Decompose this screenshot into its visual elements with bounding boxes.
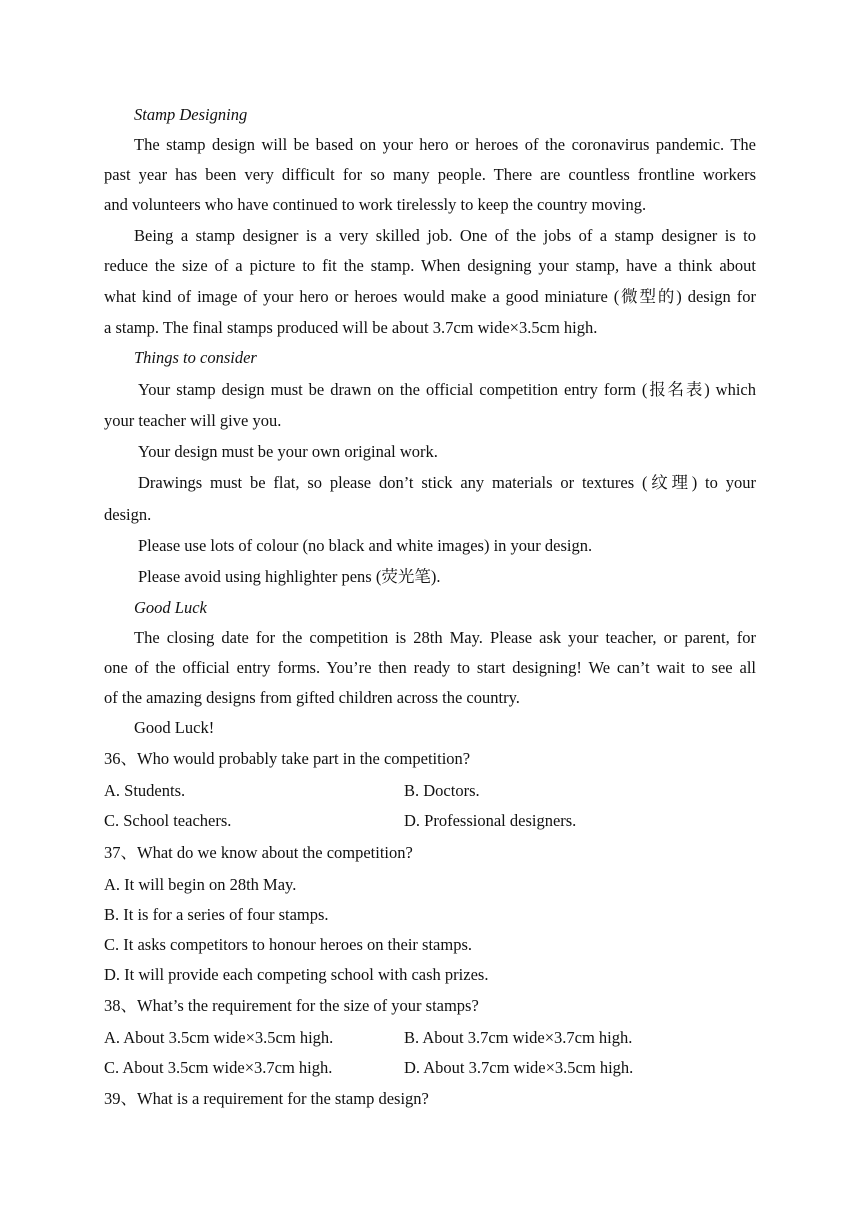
question-stem: 39、What is a requirement for the stamp design? bbox=[104, 1089, 429, 1108]
rule-line: Drawings must be flat, so please don’t stick any materials or textures (纹理) to your bbox=[138, 473, 756, 492]
option-c[interactable]: C. School teachers. bbox=[104, 811, 232, 830]
paragraph-line: past year has been very difficult for so many people. There are countless frontline workers bbox=[104, 165, 756, 184]
sign-off: Good Luck! bbox=[134, 718, 215, 737]
section-heading-things-to-consider: Things to consider bbox=[134, 348, 257, 367]
option-a[interactable]: A. It will begin on 28th May. bbox=[104, 875, 297, 894]
option-d[interactable]: D. Professional designers. bbox=[404, 811, 577, 830]
section-heading-good-luck: Good Luck bbox=[134, 598, 207, 617]
paragraph-line: of the amazing designs from gifted children across the country. bbox=[104, 688, 520, 707]
question-stem: 36、Who would probably take part in the competition? bbox=[104, 749, 471, 768]
option-c[interactable]: C. About 3.5cm wide×3.7cm high. bbox=[104, 1058, 333, 1077]
paragraph-line: reduce the size of a picture to fit the stamp. When designing your stamp, have a think about bbox=[104, 256, 756, 275]
paragraph-line: one of the official entry forms. You’re then ready to start designing! We can’t wait to see all bbox=[104, 658, 756, 677]
rule-line: design. bbox=[104, 505, 152, 524]
option-d[interactable]: D. It will provide each competing school with cash prizes. bbox=[104, 965, 489, 984]
option-b[interactable]: B. About 3.7cm wide×3.7cm high. bbox=[404, 1028, 633, 1047]
section-heading-stamp-designing: Stamp Designing bbox=[134, 105, 248, 124]
question-stem: 38、What’s the requirement for the size of your stamps? bbox=[104, 996, 479, 1015]
option-b[interactable]: B. It is for a series of four stamps. bbox=[104, 905, 329, 924]
rule-line: Your design must be your own original work. bbox=[138, 442, 438, 461]
option-b[interactable]: B. Doctors. bbox=[404, 781, 480, 800]
paragraph-line: and volunteers who have continued to work tirelessly to keep the country moving. bbox=[104, 195, 647, 214]
question-stem: 37、What do we know about the competition? bbox=[104, 843, 413, 862]
option-a[interactable]: A. About 3.5cm wide×3.5cm high. bbox=[104, 1028, 334, 1047]
paragraph-line: The closing date for the competition is 28th May. Please ask your teacher, or parent, for bbox=[134, 628, 756, 647]
paragraph-line: what kind of image of your hero or heroes would make a good miniature (微型的) design for bbox=[104, 287, 756, 306]
option-d[interactable]: D. About 3.7cm wide×3.5cm high. bbox=[404, 1058, 634, 1077]
paragraph-line: a stamp. The final stamps produced will be about 3.7cm wide×3.5cm high. bbox=[104, 318, 598, 337]
option-a[interactable]: A. Students. bbox=[104, 781, 186, 800]
rule-line: your teacher will give you. bbox=[104, 411, 282, 430]
rule-line: Please avoid using highlighter pens (荧光笔). bbox=[138, 567, 441, 586]
paragraph-line: Being a stamp designer is a very skilled job. One of the jobs of a stamp designer is to bbox=[134, 226, 756, 245]
paragraph-line: The stamp design will be based on your hero or heroes of the coronavirus pandemic. The bbox=[134, 135, 756, 154]
option-c[interactable]: C. It asks competitors to honour heroes on their stamps. bbox=[104, 935, 472, 954]
rule-line: Please use lots of colour (no black and white images) in your design. bbox=[138, 536, 593, 555]
rule-line: Your stamp design must be drawn on the official competition entry form (报名表) which bbox=[138, 380, 756, 399]
